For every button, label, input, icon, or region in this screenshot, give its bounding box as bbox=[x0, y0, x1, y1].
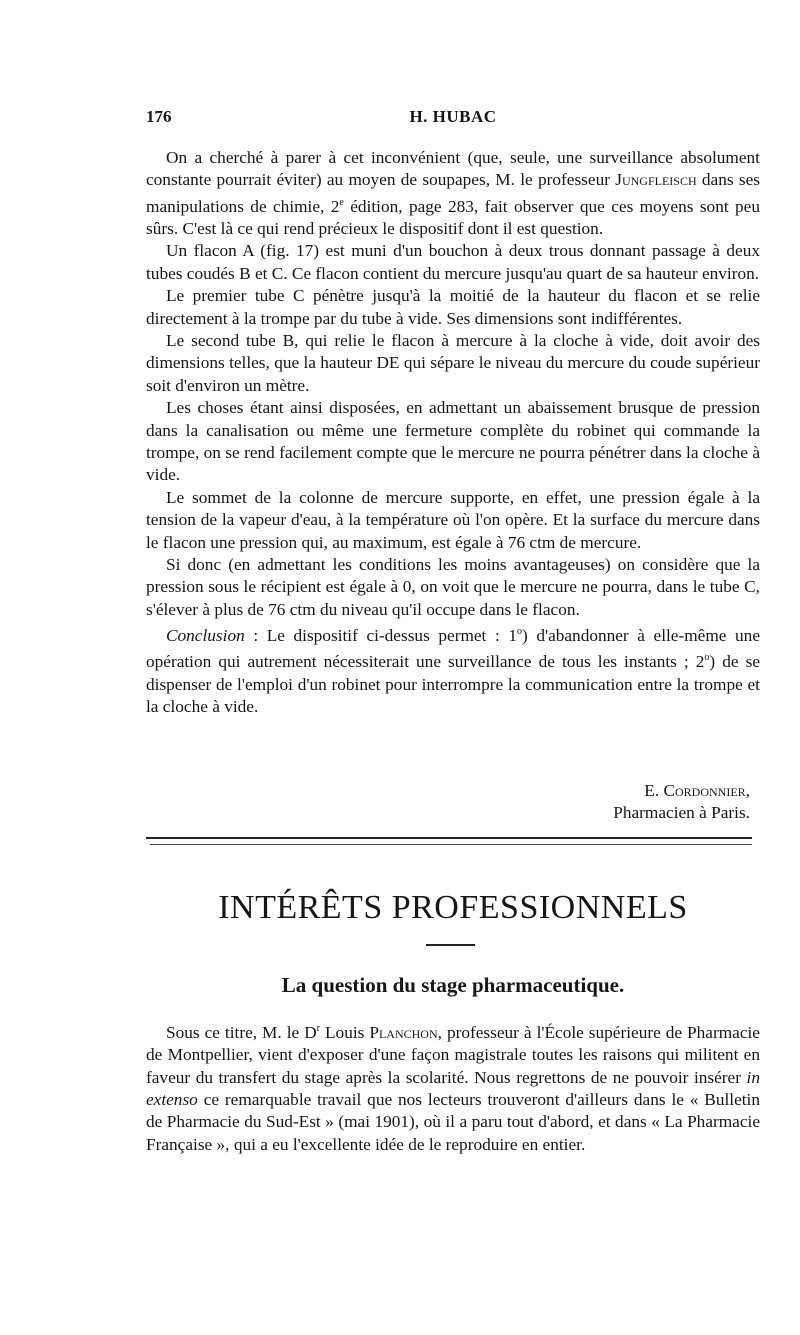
article-subtitle: La question du stage pharmaceutique. bbox=[281, 973, 625, 997]
text-run: On a cherché à parer à cet inconvénient (que, seule, une surveillance absolument constante pourrait éviter) au moyen de soupapes, M. le professeur bbox=[146, 148, 760, 190]
text-run: , bbox=[745, 781, 750, 800]
author-name-planchon: Planchon bbox=[369, 1022, 438, 1042]
signature bbox=[146, 780, 750, 825]
superscript: o bbox=[704, 652, 710, 664]
conclusion-label: Conclusion bbox=[166, 626, 245, 646]
superscript: e bbox=[339, 196, 344, 208]
paragraph-6: Le sommet de la colonne de mercure supporte, en effet, une pression égale à la tension de la vapeur d'eau, à la température où l'on opère. Et la surface du mercure dans le flacon une pression qui, au maximum, est égale à 76 ctm de mercure. bbox=[146, 487, 760, 552]
article2-body bbox=[146, 1018, 760, 1156]
paragraph-stage bbox=[146, 1018, 760, 1156]
text-run: ce remarquable travail que nos lecteurs trouveront d'ailleurs dans le « Bulletin de Pharmacie du Sud-Est » (mai 1901), où il a paru tout d'abord, et dans « La Pharmacie Française », qui a eu l'excellente idée de le reproduire en entier. bbox=[146, 1089, 760, 1154]
superscript: o bbox=[516, 626, 522, 638]
section-divider bbox=[146, 837, 752, 839]
text-run: Cordonnier bbox=[663, 781, 746, 800]
paragraph-5: Les choses étant ainsi disposées, en admettant un abaissement brusque de pression dans la canalisation ou même une fermeture complète du robinet qui commande la trompe, on se rend facilement compte que le mercure ne pourra pénétrer dans la cloche à vide. bbox=[146, 398, 760, 485]
text-run: Sous ce titre, M. le D bbox=[166, 1022, 317, 1042]
section-divider-thin bbox=[150, 844, 752, 845]
superscript: r bbox=[316, 1023, 321, 1034]
section-title: INTÉRÊTS PROFESSIONNELS bbox=[218, 889, 688, 926]
paragraph-4: Le second tube B, qui relie le flacon à mercure à la cloche à vide, doit avoir des dimensions telles, que la hauteur DE qui sépare le niveau du mercure du coude supérieur soit d'environ un mètre. bbox=[146, 331, 760, 395]
paragraph-3: Le premier tube C pénètre jusqu'à la moitié de la hauteur du flacon et se relie directement à la trompe par du tube à vide. Ses dimensions sont indifférentes. bbox=[146, 286, 760, 328]
paragraph-7: Si donc (en admettant les conditions les moins avantageuses) on considère que la pression sous le récipient est égale à 0, on voit que le mercure ne pourra, dans le tube C, s'élever à plus de 76 ctm du niveau qu'il occupe dans le flacon. bbox=[146, 555, 760, 619]
text-run: E. bbox=[644, 781, 664, 800]
text-run: édition, page 283, fait observer que ces moyens sont peu sûrs. C'est là ce qui rend précieux le dispositif dont il est question. bbox=[146, 196, 760, 238]
paragraph-2: Un flacon A (fig. 17) est muni d'un bouchon à deux trous donnant passage à deux tubes coudés B et C. Ce flacon contient du mercure jusqu'au quart de sa hauteur environ. bbox=[146, 241, 760, 283]
running-title: H. HUBAC bbox=[409, 107, 497, 126]
text-run: dans ses manipulations de chimie, 2 bbox=[146, 170, 760, 216]
article-body bbox=[146, 147, 760, 718]
text-run: , professeur à l'École supérieure de Pharmacie de Montpellier, vient d'exposer d'une façon magistrale toutes les raisons qui militent en faveur du transfert du stage après la scolarité. Nous regrettons de ne pouvoir insérer bbox=[146, 1022, 760, 1087]
text-run: ) d'abandonner à elle-même une opération qui autrement nécessiterait une surveillance de tous les instants ; 2 bbox=[146, 626, 760, 672]
author-name-jungfleisch: Jungfleisch bbox=[615, 170, 697, 190]
title-underline bbox=[426, 944, 475, 946]
paragraph-1 bbox=[146, 147, 760, 240]
text-run: : Le dispositif ci-dessus permet : 1 bbox=[244, 626, 517, 646]
paragraph-conclusion bbox=[146, 621, 760, 718]
text-run: ) de se dispenser de l'emploi d'un robinet pour interrompre la communication entre la trompe et la cloche à vide. bbox=[146, 652, 760, 717]
page-number: 176 bbox=[146, 107, 172, 126]
italic-phrase: in extenso bbox=[146, 1067, 760, 1109]
signature-title: Pharmacien à Paris. bbox=[613, 803, 750, 823]
page-header bbox=[146, 107, 760, 131]
signature-name bbox=[146, 780, 750, 802]
text-run: Louis bbox=[320, 1022, 370, 1042]
